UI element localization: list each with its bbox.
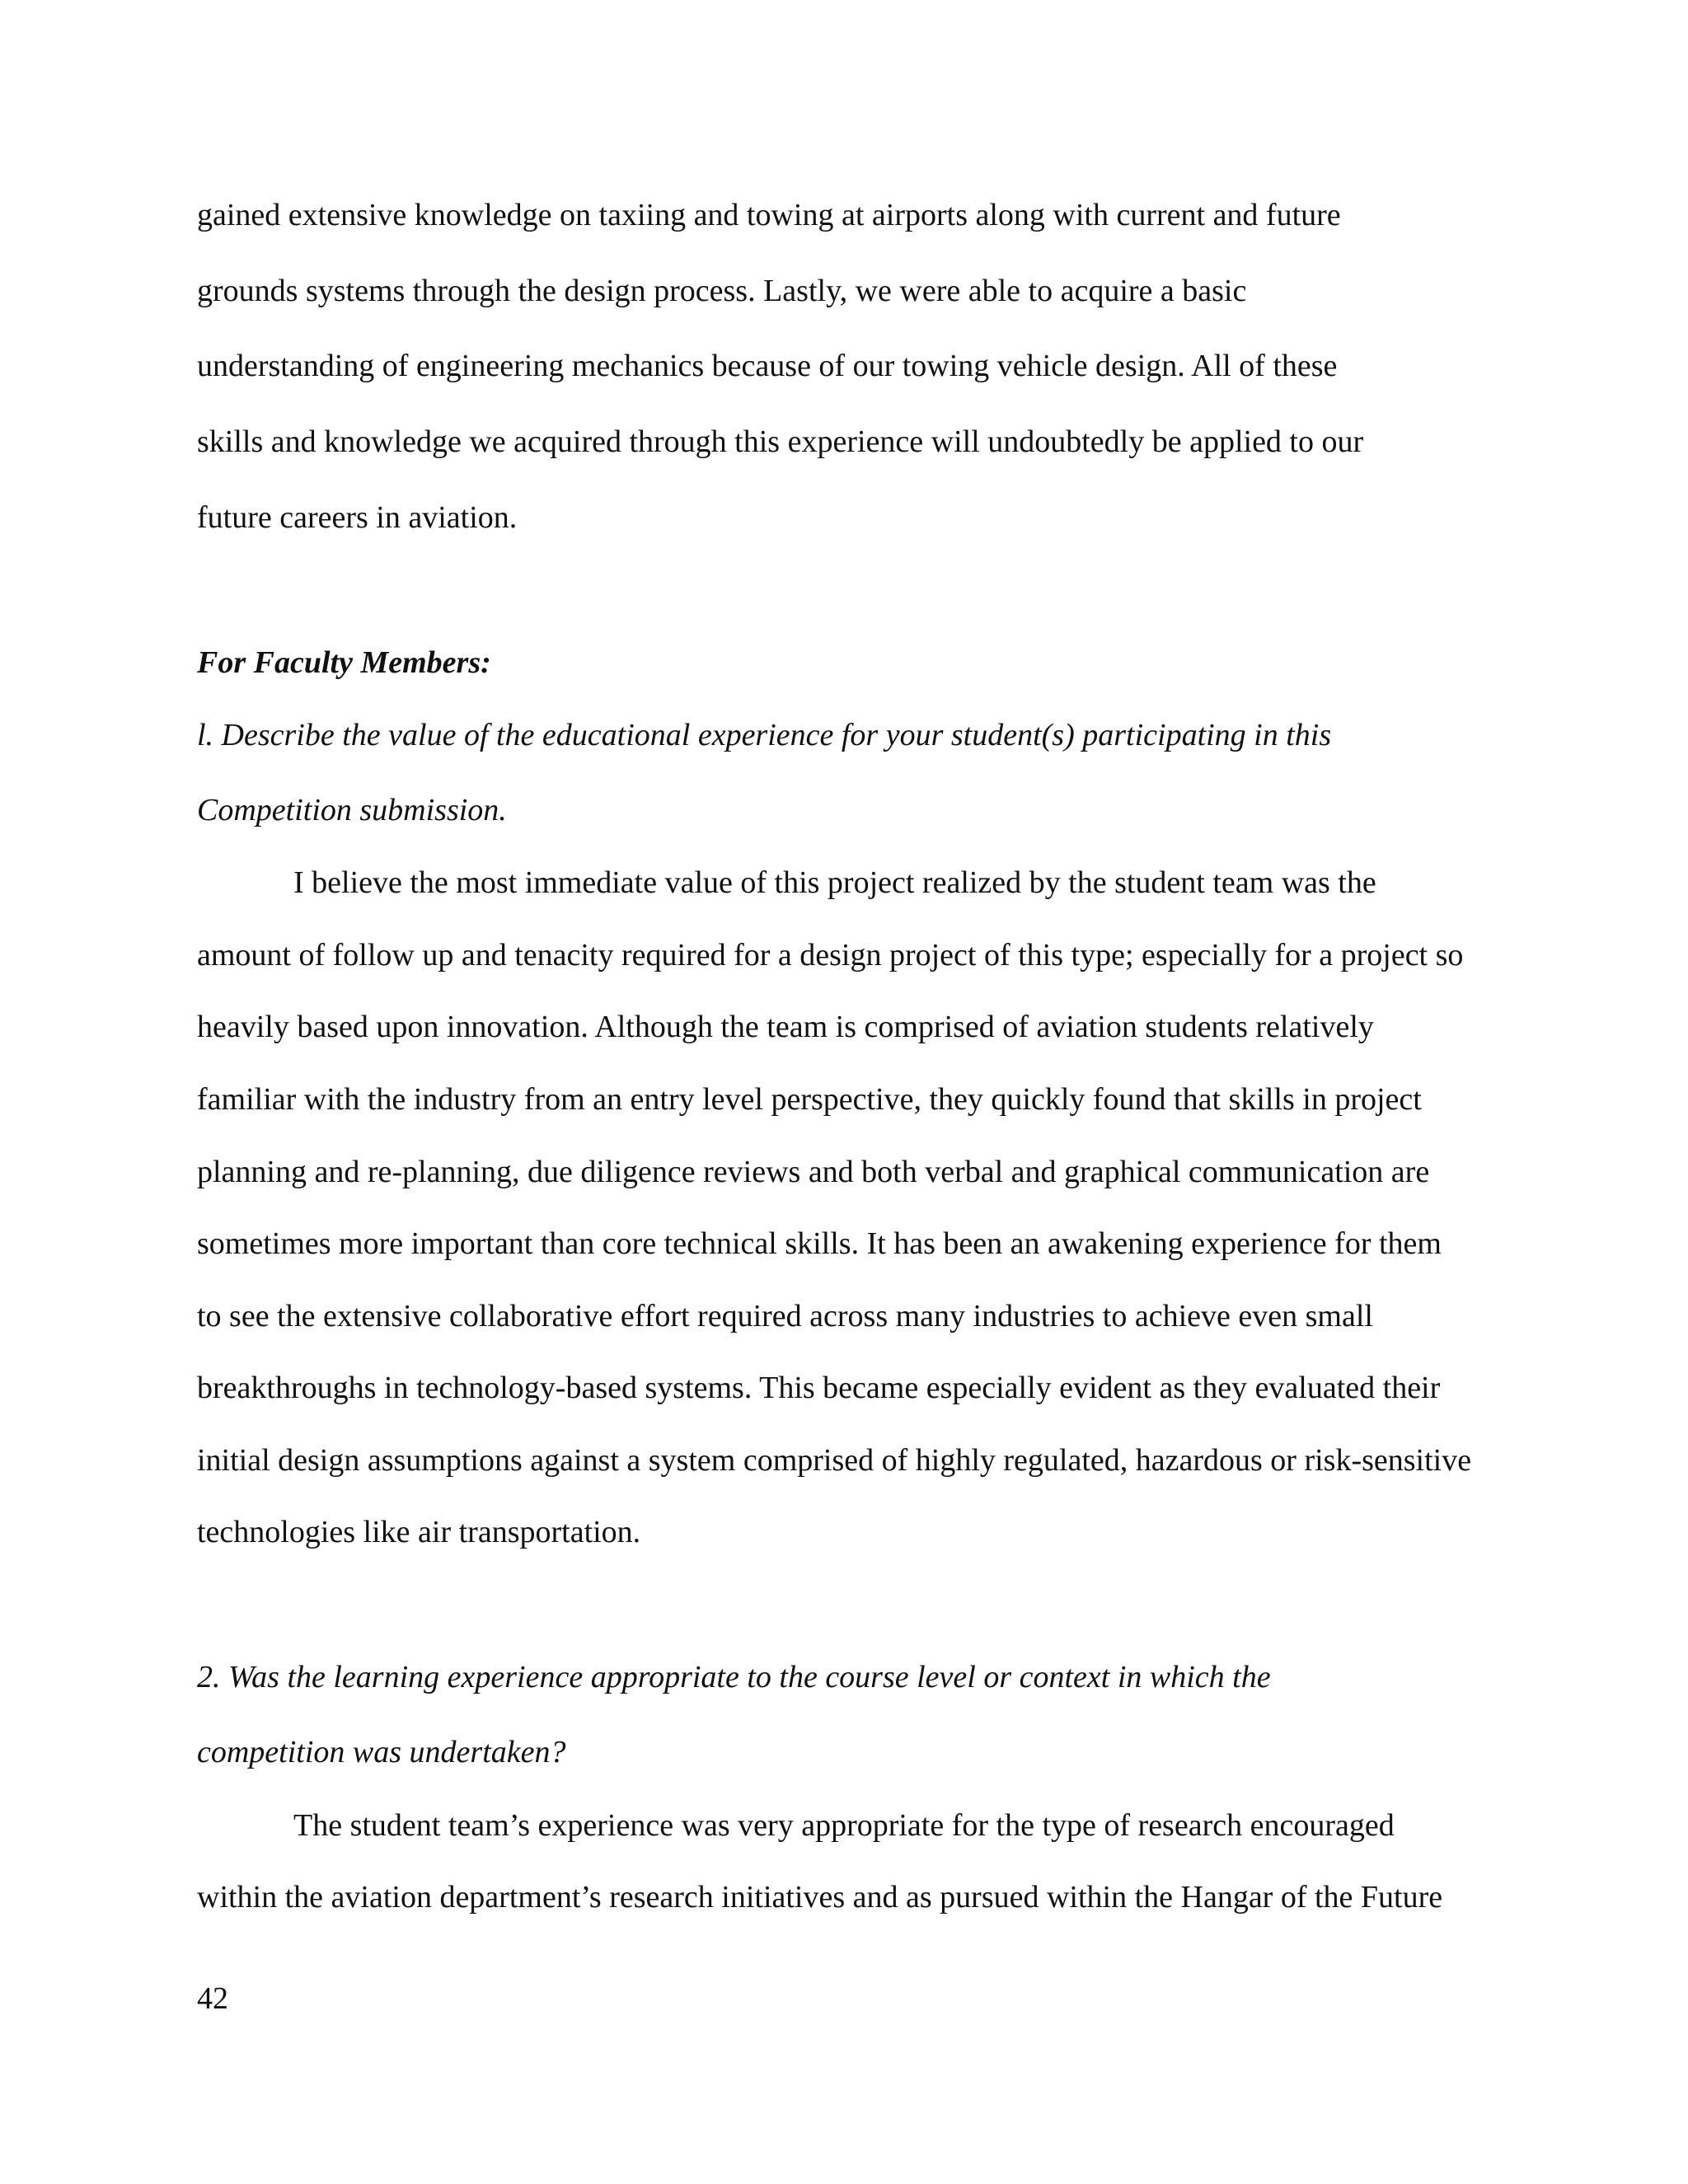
answer-2-line-1: The student team’s experience was very appropriate for the type of research encouraged (293, 1808, 1395, 1843)
answer-2-line-2: within the aviation department’s research initiatives and as pursued within the Hangar of the Future (197, 1880, 1443, 1915)
answer-1-line-10: technologies like air transportation. (197, 1515, 641, 1549)
answer-1-line-1: I believe the most immediate value of this project realized by the student team was the (293, 865, 1376, 900)
answer-1-line-4: familiar with the industry from an entry level perspective, they quickly found that skills in project (197, 1082, 1422, 1117)
intro-line-5: future careers in aviation. (197, 500, 518, 535)
intro-line-1: gained extensive knowledge on taxiing and towing at airports along with current and future (197, 198, 1341, 232)
answer-1-line-5: planning and re-planning, due diligence reviews and both verbal and graphical communication are (197, 1155, 1430, 1189)
answer-1-line-2: amount of follow up and tenacity required for a design project of this type; especially for a project so (197, 938, 1464, 972)
question-2-line-1: 2. Was the learning experience appropriate to the course level or context in which the (197, 1660, 1271, 1694)
question-2-line-2: competition was undertaken? (197, 1735, 566, 1769)
intro-line-2: grounds systems through the design process. Lastly, we were able to acquire a basic (197, 274, 1247, 308)
question-1-line-2: Competition submission. (197, 793, 507, 827)
answer-1-line-7: to see the extensive collaborative effort required across many industries to achieve even small (197, 1299, 1373, 1333)
section-heading: For Faculty Members: (197, 645, 491, 680)
answer-1-line-3: heavily based upon innovation. Although the team is comprised of aviation students relatively (197, 1010, 1374, 1044)
intro-line-3: understanding of engineering mechanics because of our towing vehicle design. All of these (197, 349, 1338, 383)
question-1-line-1: l. Describe the value of the educational experience for your student(s) participating in this (197, 718, 1332, 752)
answer-1-line-6: sometimes more important than core technical skills. It has been an awakening experience for them (197, 1226, 1442, 1261)
answer-1-line-9: initial design assumptions against a system comprised of highly regulated, hazardous or risk-sensitive (197, 1443, 1472, 1478)
answer-1-line-8: breakthroughs in technology-based systems. This became especially evident as they evaluated their (197, 1371, 1441, 1405)
intro-line-4: skills and knowledge we acquired through this experience will undoubtedly be applied to our (197, 424, 1364, 459)
page-number: 42 (197, 1981, 228, 2016)
